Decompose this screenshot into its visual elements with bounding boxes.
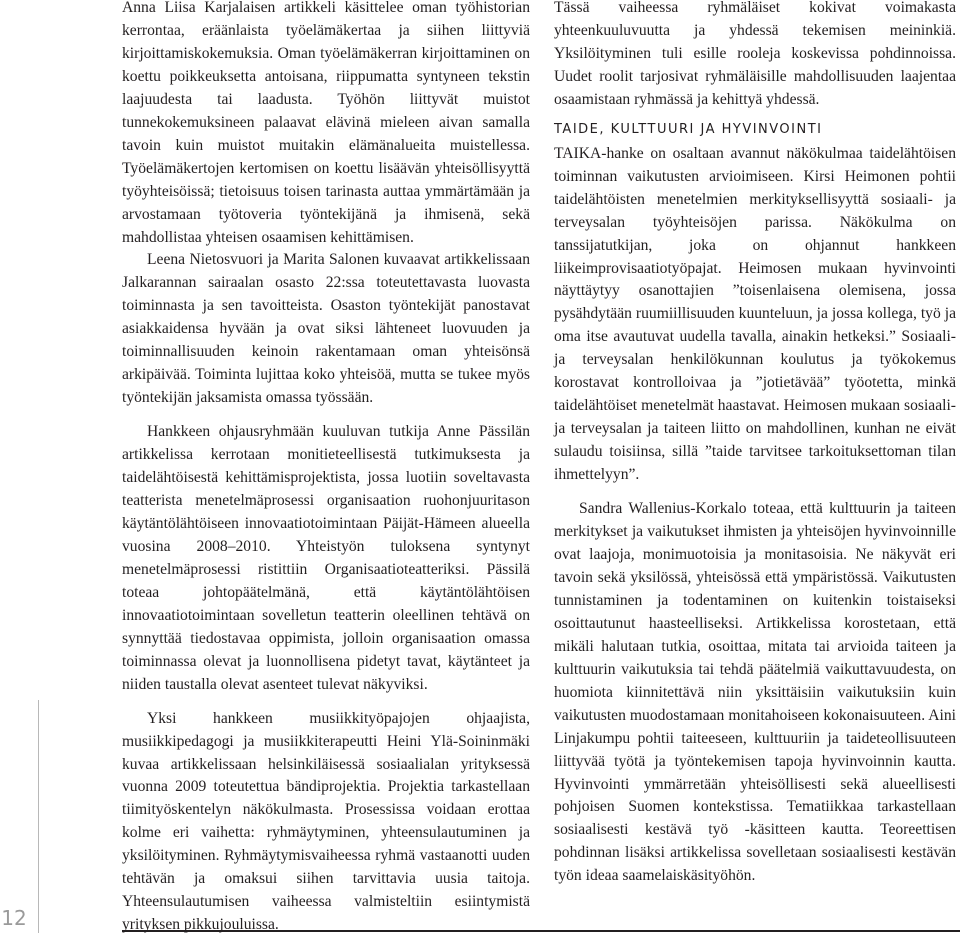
paragraph-wallenius-korkalo: Sandra Wallenius-Korkalo toteaa, että kulttuurin ja taiteen merkitykset ja vaikutukset ihmisten ja yhteisöjen hyvinvoinnille ovat laajoja, monimuotoisia ja monitasoisia. Ne näkyvät eri tavoin sekä yksilössä, yhteisössä että ympäristössä. Vaikutusten tunnistaminen ja todentaminen on kuitenkin toistaiseksi osoittautunut haasteelliseksi. Artikkelissa korostetaan, että mikäli halutaan tutkia, osoittaa, mitata tai arvioida taiteen ja kulttuurin vaikutuksia tai tehdä päätelmiä vaikuttavuudesta, on huomiota kiinnitettävä niin yksittäisiin vaikutuksiin kuin vaikutusten muodostamaan monitahoiseen kokonaisuuteen. Aini Linjakumpu pohtii taiteeseen, kulttuuriin ja taideteollisuuteen liittyvää työtä ja työntekemisen tapoja hyvinvoinnin kautta. Hyvinvointi ymmärretään yhteisöllisesti sekä alueellisesti pohjoisen Suomen kontekstissa. Tematiikkaa tarkastellaan sosiaalisesti kestävä työ -käsitteen kautta. Teoreettisen pohdinnan lisäksi artikkelissa sovelletaan sosiaalisesti kestävän työn ideaa saamelaiskäsityöhön. <box>554 500 956 885</box>
paragraph-karjalainen: Anna Liisa Karjalaisen artikkeli käsittelee oman työhistorian kerrontaa, eräänlaista työelämäkertaa ja siihen liittyviä kirjoittamiskokemuksia. Oman työelämäkerran kirjoittaminen on koettu poikkeuksetta antoisana, riippumatta syntyneen tekstin laajuudesta tai laadusta. Työhön liittyvät muistot tunnekokemuksineen palaavat elävinä mieleen aivan samalla tavoin kuin muistot muitakin elämänalueita muistellessa. Työelämäkertojen kertomisen on koettu lisäävän yhteisöllisyyttä työyhteisöissä; tietoisuus toisen tarinasta auttaa ymmärtämään ja arvostamaan työtoveria työntekijänä ja ihmisenä, sekä mahdollistaa yhteisen osaamisen kehittämisen. <box>122 0 530 246</box>
page-number: 12 <box>1 906 27 930</box>
margin-rule <box>38 700 39 933</box>
paragraph-taika-heimonen: TAIKA-hanke on osaltaan avannut näkökulmaa taidelähtöisen toiminnan vaikutusten arvioimiseen. Kirsi Heimonen pohtii taidelähtöisten menetelmien merkityksellisyyttä sosiaali- ja terveysalan työyhteisöjen parissa. Näkökulma on tanssijatutkijan, joka on ohjannut hankkeen liikeimprovisaatiotyöpajat. Heimosen mukaan hyvinvointi näyttäytyy osanottajien ”toisenlaisena olemisena, jossa pysähdytään ruumiillisuuden kuunteluun, ja jossa kollega, työ ja oma itse avautuvat uudella tavalla, ainakin hetkeksi.” Sosiaali- ja terveysalan henkilökunnan koulutus ja työkokemus korostavat kontrolloivaa ja ”jotietävää” työotetta, minkä taidelähtöiset menetelmät haastavat. Heimosen mukaan sosiaali- ja terveysalan ja taiteen liitto on mahdollinen, kunhan ne eivät sulaudu toisiinsa, sillä ”taide tarvitsee tarkoituksettoman tilan ihmettelyyn”. <box>554 144 956 484</box>
paragraph-yla-soininmaki: Yksi hankkeen musiikkityöpajojen ohjaajista, musiikkipedagogi ja musiikkiterapeutti Heini Ylä-Soininmäki kuvaa artikkelissaan helsinkiläisessä sosiaalialan yrityksessä vuonna 2009 toteutettua bändiprojektia. Projektia tarkastellaan tiimityöskentelyn näkökulmasta. Prosessissa voidaan erottaa kolme eri vaihetta: ryhmäytyminen, yhteensulautuminen ja yksilöityminen. Ryhmäytymisvaiheessa ryhmä vastaanotti uuden tehtävän ja omaksui siihen tarvittavia uusia taitoja. Yhteensulautumisen vaiheessa valmisteltiin esiintymistä yrityksen pikkujouluissa. <box>122 709 530 934</box>
paragraph-nietosvuori-salonen: Leena Nietosvuori ja Marita Salonen kuvaavat artikkelissaan Jalkarannan sairaalan osasto 22:ssa toteutettavasta luovasta toiminnasta ja sen tavoitteista. Osaston työntekijät panostavat asiakkaidensa hyvään ja ovat siksi lähteneet luovuuden ja toiminnallisuuden keinoin rakentamaan oman yhteisönsä arkipäivää. Toiminta lujittaa koko yhteisöä, mutta se tukee myös työntekijän jaksamista omassa työssään. <box>122 251 530 407</box>
section-heading: TAIDE, KULTTUURI JA HYVINVOINTI <box>554 121 823 137</box>
paragraph-continued: Tässä vaiheessa ryhmäläiset kokivat voimakasta yhteenkuuluvuutta ja yhdessä tekemisen meininkiä. Yksilöityminen tuli esille rooleja koskevissa pohdinnoissa. Uudet roolit tarjosivat ryhmäläisille mahdollisuuden laajentaa osaamistaan ryhmässä ja kehittyä yhdessä. <box>554 0 956 108</box>
right-column <box>554 0 956 888</box>
paragraph-passila: Hankkeen ohjausryhmään kuuluvan tutkija Anne Pässilän artikkelissa kerrotaan monitieteellisestä tutkimuksesta ja taidelähtöisestä kehittämisprojektista, jossa luotiin soveltavasta teatterista menetelmäprosessi organisaation ruohonjuuritason käytäntölähtöiseen innovaatiotoimintaan Päijät-Hämeen alueella vuosina 2008–2010. Yhteistyön tuloksena syntynyt menetelmäprosessi ristittiin Organisaatioteatteriksi. Pässilä toteaa johtopäätelmänä, että käytäntölähtöisen innovaatiotoimintaan sovelletun teatterin oleellinen tehtävä on synnyttää tiedostavaa oppimista, jolloin organisaation omassa toiminnassa olevat ja luonnollisena pidetyt tavat, käytänteet ja niiden taustalla olevat asenteet tulevat näkyviksi. <box>122 423 530 693</box>
left-column <box>122 0 530 937</box>
